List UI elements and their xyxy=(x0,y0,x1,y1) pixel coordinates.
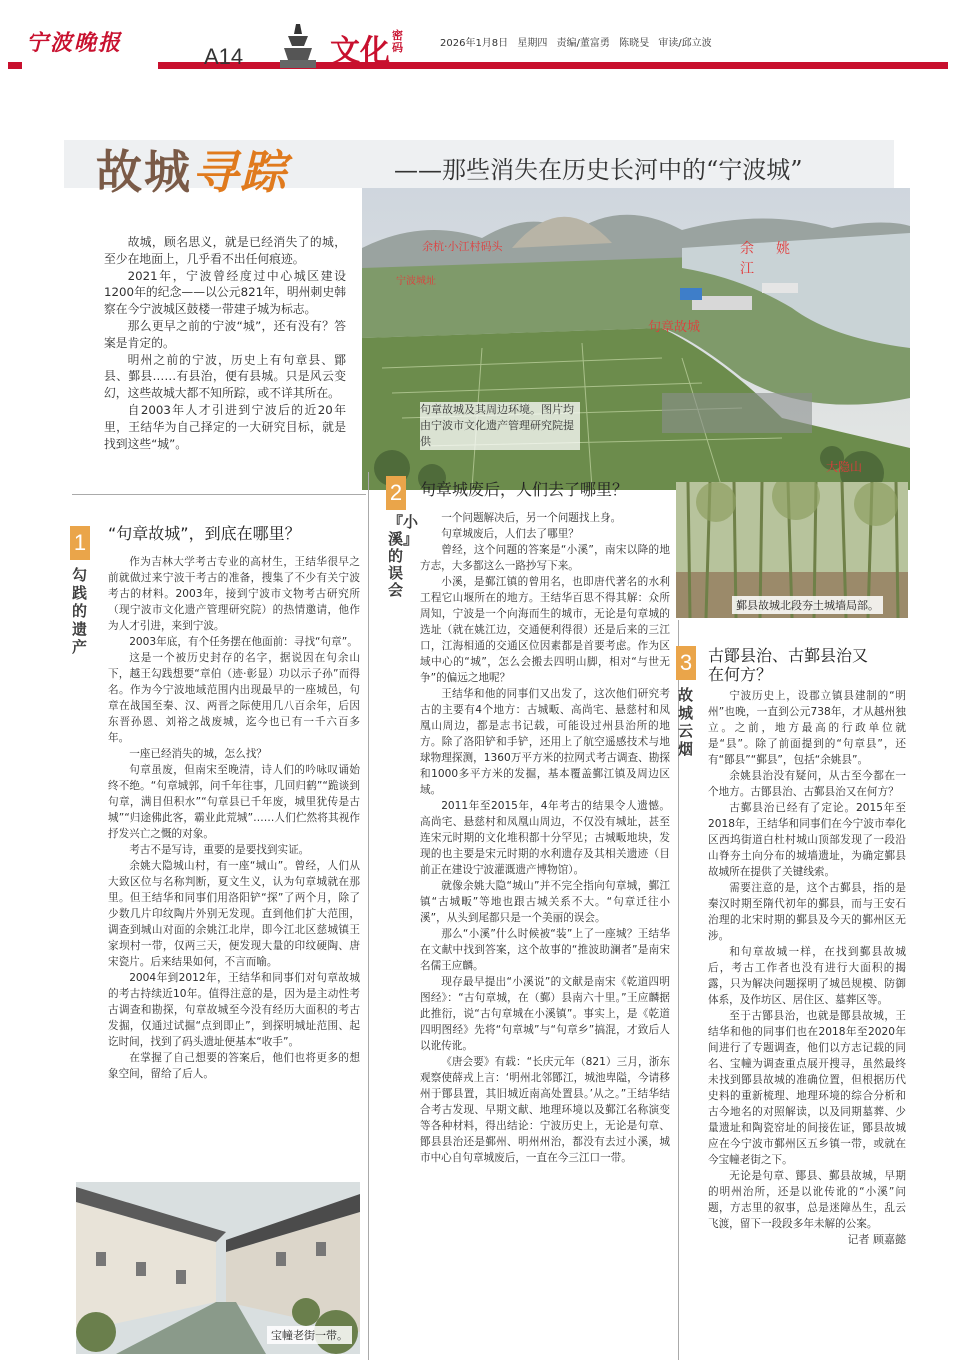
photo-caption: 鄞县故城北段夯土城墙局部。 xyxy=(732,596,883,614)
section-3-number: 3 xyxy=(676,646,696,680)
hero-label-site: 句章故城 xyxy=(648,320,701,335)
body-paragraph: 曾经，这个问题的答案是“小溪”，南宋以降的地方志，大多都这么一路抄写下来。 xyxy=(420,544,670,572)
page-number: A14 xyxy=(204,44,244,69)
hero-label: 余杭·小江村码头 xyxy=(422,240,503,253)
body-paragraph: 作为吉林大学考古专业的高材生，王结华很早之前就做过来宁波干考古的准备，搜集了不少有关宁波考古的材料。2003年，接到宁波市文物考古研究所（现宁波市文化遗产管理研究院）的热情邀请，他作为人才引进，来到宁波。 xyxy=(108,556,360,632)
body-paragraph: 2003年底，有个任务摆在他面前：寻找“句章”。 xyxy=(129,636,358,648)
body-paragraph: 余姚县治没有疑问，从古至今都在一个地方。古鄮县治、古鄞县治又在何方？ xyxy=(708,770,906,798)
intro-paragraph: 明州之前的宁波，历史上有句章县、鄮县、鄞县……有县治，便有县城。只是风云变幻，这些故城大都不知所踪，或不详其所在。 xyxy=(104,352,346,401)
section-name: 文化 xyxy=(330,34,390,69)
body-paragraph: 那么“小溪”什么时候被“装”上了一座城？王结华在文献中找到答案，这个故事的“推波助澜者”是南宋名儒王应麟。 xyxy=(420,928,670,972)
hero-label-mountain: 大隐山 xyxy=(826,460,863,474)
body-paragraph: 在掌握了自己想要的答案后，他们也将更多的想象空间，留给了后人。 xyxy=(108,1052,360,1080)
newspaper-logo: 宁波晚报 xyxy=(26,30,123,56)
section-2-title: 句章城废后，人们去了哪里？ xyxy=(420,480,629,499)
feature-title-b: 寻踪 xyxy=(192,145,288,199)
intro-text xyxy=(104,234,346,452)
masthead xyxy=(8,22,948,70)
section-3-body xyxy=(708,688,906,1248)
feature-title xyxy=(96,136,288,202)
hero-label: 宁波城址 xyxy=(396,276,436,287)
feature-subtitle: ——那些消失在历史长河中的“宁波城” xyxy=(394,156,803,184)
column-divider xyxy=(368,472,369,1360)
body-paragraph: 一座已经消失的城，怎么找？ xyxy=(129,748,267,760)
hero-caption: 句章故城及其周边环境。图片均由宁波市文化遗产管理研究院提供 xyxy=(420,402,580,450)
body-paragraph: 古鄞县治已经有了定论。2015年至2018年，王结华和同事们在今宁波市奉化区西坞街道白杜村城山顶部发现了一段沿山脊夯土向分布的城墙遗址，为确定鄞县故城所在提供了关键线索。 xyxy=(708,802,906,878)
city-wall-photo xyxy=(676,482,908,618)
section-divider xyxy=(72,494,366,495)
section-3-title: 古鄮县治、古鄞县治又在何方？ xyxy=(708,646,869,684)
photo-caption: 宝幢老街一带。 xyxy=(267,1326,352,1344)
pagoda-icon xyxy=(276,22,320,70)
section-1-kicker: 勾践的遗产 xyxy=(72,566,88,656)
issue-meta: 2026年1月8日 星期四 责编/董富勇 陈晓旻 审读/邱立波 xyxy=(440,38,712,49)
intro-paragraph: 故城，顾名思义，就是已经消失了的城，至少在地面上，几乎看不出任何痕迹。 xyxy=(104,235,346,266)
body-paragraph: 宁波历史上，设郡立镇县建制的“明州”也晚，一直到公元738年，才从越州独立。之前，地方最高的行政单位就是“县”。除了前面提到的“句章县”，还有“鄮县”“鄞县”，包括“余姚县”。 xyxy=(708,690,906,766)
body-paragraph: 《唐会要》有载：“长庆元年（821）三月，浙东观察使薛戎上言：‘明州北邻鄮江，城池卑隘，今请移州于鄮县置，其旧城近南高处置县。’从之。”王结华结合考古发现、早期文献、地理环境以及鄞江名称演变等各种材料，得出结论：宁波历史上，无论是句章、鄮县县治还是鄞州、明州州治，都没有去过小溪，城市中心自句章城废后，一直在今三江口一带。 xyxy=(420,1056,670,1164)
section-2-kicker: 『小溪』的误会 xyxy=(388,513,419,599)
intro-paragraph: 2021年，宁波曾经度过中心城区建设1200年的纪念——以公元821年，明州刺史韩察在今宁波城区鼓楼一带建子城为标志。 xyxy=(104,268,346,317)
body-paragraph: 这是一个被历史封存的名字，据说因在句余山下，越王勾践想要“章伯（迹·彰显）功以示子孙”而得名。作为今宁波地域范围内出现最早的一座城邑，句章在战国至秦、汉、两晋之际使用几八百余年，后因东晋孙恩、刘裕之战废城，迄今也已有一千六百多年。 xyxy=(108,652,360,744)
masthead-rule-left xyxy=(8,62,22,69)
body-paragraph: 和句章故城一样，在找到鄞县故城后，考古工作者也没有进行大面积的揭露，只为解决问题探明了城邑规模、防御体系，及作坊区、居住区、墓葬区等。 xyxy=(708,946,906,1006)
body-paragraph: 2004年到2012年，王结华和同事们对句章故城的考古持续近10年。值得注意的是，因为是主动性考古调查和勘探，句章故城至今没有经历大面积的考古发掘，仅通过试掘“点到即止”，到探明城址范围、起讫时间，找到了码头遗址便基本“收手”。 xyxy=(108,972,360,1048)
byline: 记者 顾嘉懿 xyxy=(847,1233,906,1246)
feature-title-a: 故城 xyxy=(96,145,192,199)
intro-paragraph: 自2003年人才引进到宁波后的近20年里，王结华为自己择定的一大研究目标，就是找到这些“城”。 xyxy=(104,402,346,451)
body-paragraph: 王结华和他的同事们又出发了，这次他们研究考古的主要有4个地方：古城畈、高尚宅、悬慈村和凤凰山周边，都是志书记载，可能设过州县治所的地方。除了洛阳铲和手铲，还用上了航空遥感技术与地球物理探测，1360万平方米的拉网式考古调查、勘探和1000多平方米的发掘，基本覆盖鄞江镇及周边区域。 xyxy=(420,688,670,796)
body-paragraph: 至于古鄮县治，也就是鄮县故城，王结华和他的同事们也在2018年至2020年间进行了专题调查，他们以方志记载的同名、宝幢为调查重点展开搜寻，虽然最终未找到鄮县故城的准确位置，但根据历代史料的重新梳理、地理环境的综合分析和古今地名的对照解读，以及同期墓葬、少量遗址和陶瓷窑址的间接佐证，鄮县故城应在今宁波市鄞州区五乡镇一带，或就在今宝幢老街之下。 xyxy=(708,1010,906,1166)
section-2-body xyxy=(420,510,670,1166)
body-paragraph: 2011年至2015年，4年考古的结果令人遗憾。高尚宅、悬慈村和凤凰山周边，不仅没有城址，甚至连宋元时期的文化堆积都十分罕见；古城畈地块，发现的也主要是宋元时期的水利遗存及其相关遗迹（目前正在建设宁波灌溉遗产博物馆）。 xyxy=(420,800,670,876)
section-2-number: 2 xyxy=(386,476,406,510)
body-paragraph: 考古不是写诗，重要的是要找到实证。 xyxy=(129,844,310,856)
section-subname: 密码 xyxy=(392,29,403,54)
body-paragraph: 余姚大隐城山村，有一座“城山”。曾经，人们从大致区位与名称判断，夏文生义，认为句章城就在那里。但王结华和同事们用洛阳铲“探”了两个月，除了少数几片印纹陶片外别无发现。直到他们扩大范围，调查到城山对面的余姚江北岸，即今江北区慈城镇王家坝村一带，仅两三天，便发现大量的印纹硬陶、唐宋瓷片。后来结果如何，不言而喻。 xyxy=(108,860,360,968)
body-paragraph: 小溪，是鄞江镇的曾用名，也即唐代著名的水利工程它山堰所在的地方。王结华百思不得其解：众所周知，宁波是一个向海而生的城市，无论是句章城的选址（就在姚江边，交通便利得很）还是后来的三江口，江海相通的交通区位因素都是首要考虑。作为区域中心的“城”，怎么会搬去四明山脚，相对“与世无争”的偏远之地呢？ xyxy=(420,576,670,684)
body-paragraph: 需要注意的是，这个古鄞县，指的是秦汉时期至隋代初年的鄞县，而与王安石治理的北宋时期的鄞县及今天的鄞州区无涉。 xyxy=(708,882,906,942)
intro-paragraph: 那么更早之前的宁波“城”，还有没有？答案是肯定的。 xyxy=(104,318,346,350)
section-3-kicker: 故城云烟 xyxy=(678,686,694,758)
body-paragraph: 句章虽废，但南宋至晚清，诗人们的吟咏叹诵始终不绝。“句章城郭，问千年往事，几回归鹤”“跪谈到句章，满目但积水”“句章县已千年废，城里犹传是古城”“归途佛此客，霸业此荒城”……人们伫然将其视作抒发兴亡之慨的对象。 xyxy=(108,764,360,840)
body-paragraph: 无论是句章、鄮县、鄞县故城，早期的明州治所，还是以讹传讹的“小溪”问题，方志里的叙事，总是迷障丛生，乱云飞渡，留下一段段多年未解的公案。 xyxy=(708,1170,906,1230)
body-paragraph: 一个问题解决后，另一个问题找上身。 xyxy=(441,512,622,524)
body-paragraph: 现存最早提出“小溪说”的文献是南宋《乾道四明图经》：“古句章城，在（鄞）县南六十里。”王应麟据此推衍，说“古句章城在小溪镇”。事实上，是《乾道四明图经》先将“句章城”与“句章乡”搞混，才致后人以讹传讹。 xyxy=(420,976,670,1052)
old-street-photo xyxy=(76,1182,360,1354)
body-paragraph: 句章城废后，人们去了哪里？ xyxy=(441,528,579,540)
body-paragraph: 就像余姚大隐“城山”并不完全指向句章城，鄞江镇“古城畈”等地也跟古城关系不大。“句章迁往小溪”，从头到尾都只是一个美丽的误会。 xyxy=(420,880,670,924)
section-1-title: “句章故城”，到底在哪里？ xyxy=(108,524,301,543)
section-1-number: 1 xyxy=(70,526,90,560)
hero-label-river: 余姚江 xyxy=(740,241,812,277)
section-1-body xyxy=(108,554,360,1082)
